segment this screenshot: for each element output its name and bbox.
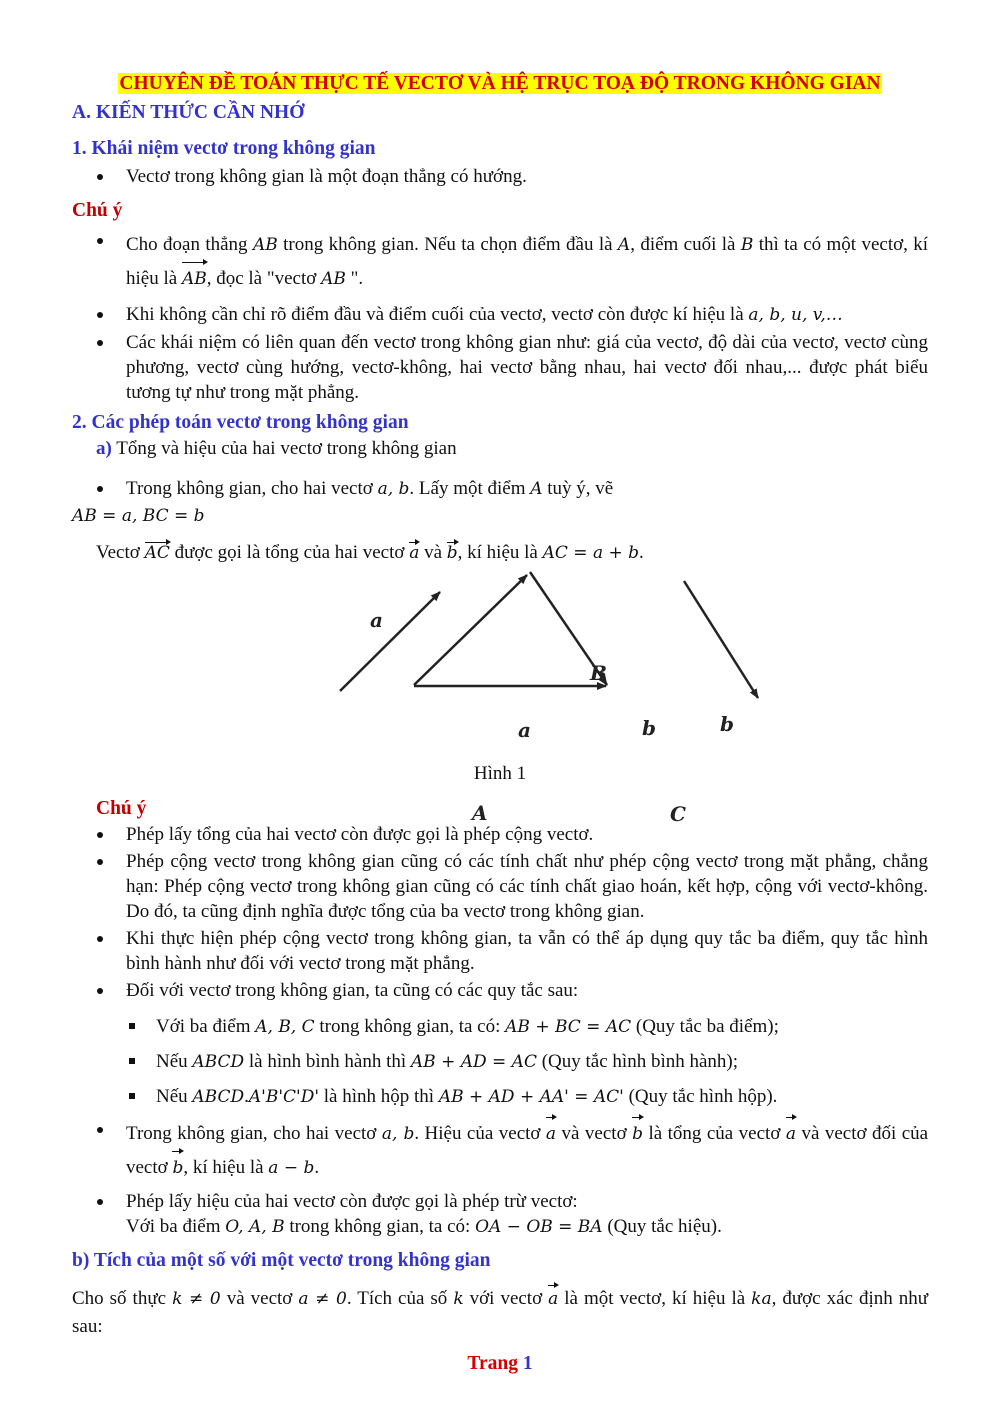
math-equation-parallelepiped: AB + AD + AA' = AC' bbox=[438, 1087, 624, 1107]
note-1-bullet-3: Các khái niệm có liên quan đến vectơ trong không gian như: giá của vectơ, độ dài của vectơ, vectơ cùng phương, vectơ cùng hướng, vectơ-không, hai vectơ bằng nhau, hai vectơ đối nhau,... được phát biểu tương tự như trong mặt phẳng. bbox=[72, 330, 928, 405]
page-label: Trang bbox=[467, 1353, 518, 1374]
sum-list bbox=[72, 476, 928, 502]
rule-three-points bbox=[72, 1014, 928, 1040]
text: . bbox=[244, 1086, 249, 1107]
rules-list bbox=[72, 1014, 928, 1110]
free-vector-a-arrow bbox=[340, 592, 440, 691]
sum-definition bbox=[72, 542, 644, 564]
section-1-bullet: Vectơ trong không gian là một đoạn thẳng có hướng. bbox=[72, 164, 928, 189]
math-equation-sum: AC = a + b bbox=[542, 543, 640, 563]
text: , kí hiệu là bbox=[183, 1157, 264, 1178]
section-1-list bbox=[72, 164, 928, 189]
math-k-nonzero: k ≠ 0 bbox=[172, 1289, 221, 1309]
page-footer bbox=[0, 1353, 1000, 1375]
text: và vectơ bbox=[226, 1288, 293, 1309]
note-1-list bbox=[72, 228, 928, 405]
label-bc-b: b bbox=[642, 716, 656, 740]
note-2-bullet-4: Đối với vectơ trong không gian, ta cũng có các quy tắc sau: bbox=[72, 978, 928, 1003]
math-equation-construction: AB = a, BC = b bbox=[72, 506, 205, 526]
text: . Tích của số bbox=[346, 1288, 448, 1309]
text: (Quy tắc ba điểm); bbox=[635, 1016, 779, 1037]
text: . Hiệu của vectơ bbox=[414, 1123, 541, 1144]
text: và vectơ bbox=[561, 1123, 627, 1144]
note-2-list bbox=[72, 822, 928, 1003]
math-segment-ab: AB bbox=[321, 269, 346, 289]
math-vectors-a-b: a, b bbox=[381, 1124, 415, 1144]
sum-bullet bbox=[72, 476, 928, 502]
note-1-bullet-1 bbox=[72, 228, 928, 296]
text: , kí hiệu là bbox=[457, 542, 538, 563]
math-a1b1c1d1: A'B'C'D' bbox=[248, 1087, 319, 1107]
vector-sum-figure bbox=[322, 585, 782, 826]
math-points-oab: O, A, B bbox=[225, 1217, 285, 1237]
note-2-bullet-3: Khi thực hiện phép cộng vectơ trong không gian, ta vẫn có thể áp dụng quy tắc ba điểm, quy tắc hình bình hành như đối với vectơ trong mặt phẳng. bbox=[72, 926, 928, 976]
label-point-c: C bbox=[670, 802, 686, 826]
subsection-a-heading bbox=[96, 438, 457, 460]
math-abcd: ABCD bbox=[192, 1052, 245, 1072]
math-point-a: A bbox=[617, 235, 631, 255]
subsection-a-label: a) bbox=[96, 438, 112, 459]
text: (Quy tắc hình bình hành); bbox=[541, 1051, 739, 1072]
label-point-a: A bbox=[472, 801, 488, 825]
text: Cho số thực bbox=[72, 1288, 167, 1309]
text: . bbox=[639, 542, 644, 563]
math-vector-a: a bbox=[546, 1118, 556, 1151]
math-point-a: A bbox=[530, 479, 543, 499]
math-points-abc: A, B, C bbox=[255, 1017, 315, 1037]
text: Với ba điểm bbox=[156, 1016, 251, 1037]
text: tuỳ ý, vẽ bbox=[547, 478, 614, 499]
text: được gọi là tổng của hai vectơ bbox=[174, 542, 405, 563]
subtraction-bullet: Phép lấy hiệu của hai vectơ còn được gọi là phép trừ vectơ: bbox=[72, 1189, 928, 1214]
label-ab-a: a bbox=[518, 718, 531, 742]
subsection-b-heading: b) Tích của một số với một vectơ trong không gian bbox=[72, 1250, 491, 1271]
note-2-bullet-2: Phép cộng vectơ trong không gian cũng có các tính chất như phép cộng vectơ trong mặt phẳng, chẳng hạn: Phép cộng vectơ trong không gian cũng có các tính chất giao hoán, kết hợp, cộng với vectơ-không. Do đó, ta cũng định nghĩa được tổng của ba vectơ trong không gian. bbox=[72, 849, 928, 924]
math-vector-b: b bbox=[632, 1118, 643, 1151]
section-2-heading: 2. Các phép toán vectơ trong không gian bbox=[72, 412, 409, 433]
text: ". bbox=[350, 268, 364, 289]
text: là hình hộp thì bbox=[323, 1086, 435, 1107]
math-vector-a: a bbox=[786, 1118, 796, 1151]
math-vectors-a-b: a, b bbox=[377, 479, 410, 499]
text: trong không gian, ta có: bbox=[319, 1016, 501, 1037]
text: Nếu bbox=[156, 1051, 188, 1072]
text: thì ta có một vectơ, kí hiệu là bbox=[126, 234, 929, 289]
math-vector-a: a bbox=[548, 1286, 558, 1313]
math-vector-a: a bbox=[409, 543, 420, 563]
math-equation-three-points: AB + BC = AC bbox=[505, 1017, 632, 1037]
text: và vectơ đối của vectơ bbox=[126, 1123, 929, 1178]
note-heading-2: Chú ý bbox=[96, 798, 147, 819]
note-heading-1: Chú ý bbox=[72, 200, 123, 221]
text: , được xác định như sau: bbox=[72, 1288, 929, 1337]
text: . bbox=[314, 1157, 320, 1178]
text: , điểm cuối là bbox=[630, 234, 736, 255]
difference-list bbox=[72, 1117, 928, 1214]
document-title-text: CHUYÊN ĐỀ TOÁN THỰC TẾ VECTƠ VÀ HỆ TRỤC TOẠ ĐỘ TRONG KHÔNG GIAN bbox=[119, 73, 881, 94]
text: Vectơ bbox=[96, 542, 140, 563]
text: trong không gian. Nếu ta chọn điểm đầu là bbox=[283, 234, 613, 255]
note-1-bullet-2 bbox=[72, 302, 928, 328]
math-a-nonzero: a ≠ 0 bbox=[298, 1289, 347, 1309]
math-equation-difference: OA − OB = BA bbox=[475, 1217, 603, 1237]
difference-rule bbox=[72, 1216, 722, 1238]
math-vector-ab: AB bbox=[182, 263, 207, 296]
math-abcd: ABCD bbox=[192, 1087, 245, 1107]
text: với vectơ bbox=[469, 1288, 543, 1309]
text: , đọc là "vectơ bbox=[206, 268, 317, 289]
label-free-b: b bbox=[720, 712, 734, 736]
page-number: 1 bbox=[522, 1353, 533, 1374]
rule-parallelepiped bbox=[72, 1084, 928, 1110]
document-title-row bbox=[72, 70, 928, 98]
sum-construction bbox=[72, 505, 205, 527]
vector-ab-arrow bbox=[414, 575, 527, 685]
math-k: k bbox=[453, 1289, 464, 1309]
text: Nếu bbox=[156, 1086, 188, 1107]
text: Trong không gian, cho hai vectơ bbox=[126, 1123, 377, 1144]
text: (Quy tắc hiệu). bbox=[607, 1216, 722, 1237]
math-vector-symbols: a, b, u, v,… bbox=[748, 305, 843, 325]
text: (Quy tắc hình hộp). bbox=[628, 1086, 778, 1107]
text: và bbox=[424, 542, 443, 563]
text: là tổng của vectơ bbox=[648, 1123, 781, 1144]
math-vector-ac: AC bbox=[144, 543, 170, 563]
text: Khi không cần chỉ rõ điểm đầu và điểm cuối của vectơ, vectơ còn được kí hiệu là bbox=[126, 304, 744, 325]
math-vector-b: b bbox=[172, 1152, 183, 1185]
text: trong không gian, ta có: bbox=[289, 1216, 471, 1237]
free-vector-b-arrow bbox=[684, 581, 758, 698]
math-segment-ab: AB bbox=[252, 235, 278, 255]
document-title bbox=[72, 70, 928, 98]
text: Cho đoạn thẳng bbox=[126, 234, 248, 255]
label-point-b: B bbox=[590, 661, 607, 685]
text: Trong không gian, cho hai vectơ bbox=[126, 478, 373, 499]
label-free-a: a bbox=[370, 608, 383, 632]
math-k-a: ka bbox=[751, 1289, 772, 1309]
text: . Lấy một điểm bbox=[409, 478, 526, 499]
text: là một vectơ, kí hiệu là bbox=[564, 1288, 746, 1309]
figure-caption: Hình 1 bbox=[473, 763, 527, 784]
note-2-bullet-1: Phép lấy tổng của hai vectơ còn được gọi là phép cộng vectơ. bbox=[72, 822, 928, 847]
math-expression-difference: a − b bbox=[268, 1158, 315, 1178]
scalar-product-paragraph bbox=[72, 1285, 928, 1340]
math-vector-b: b bbox=[446, 543, 458, 563]
section-1-heading: 1. Khái niệm vectơ trong không gian bbox=[72, 138, 376, 159]
rule-parallelogram bbox=[72, 1049, 928, 1075]
math-equation-parallelogram: AB + AD = AC bbox=[410, 1052, 537, 1072]
text: Với ba điểm bbox=[126, 1216, 221, 1237]
text: là hình bình hành thì bbox=[248, 1051, 407, 1072]
difference-bullet bbox=[72, 1117, 928, 1185]
section-a-heading: A. KIẾN THỨC CẦN NHỚ bbox=[72, 102, 305, 123]
subsection-a-text: Tổng và hiệu của hai vectơ trong không gian bbox=[116, 438, 457, 459]
math-point-b: B bbox=[740, 235, 754, 255]
